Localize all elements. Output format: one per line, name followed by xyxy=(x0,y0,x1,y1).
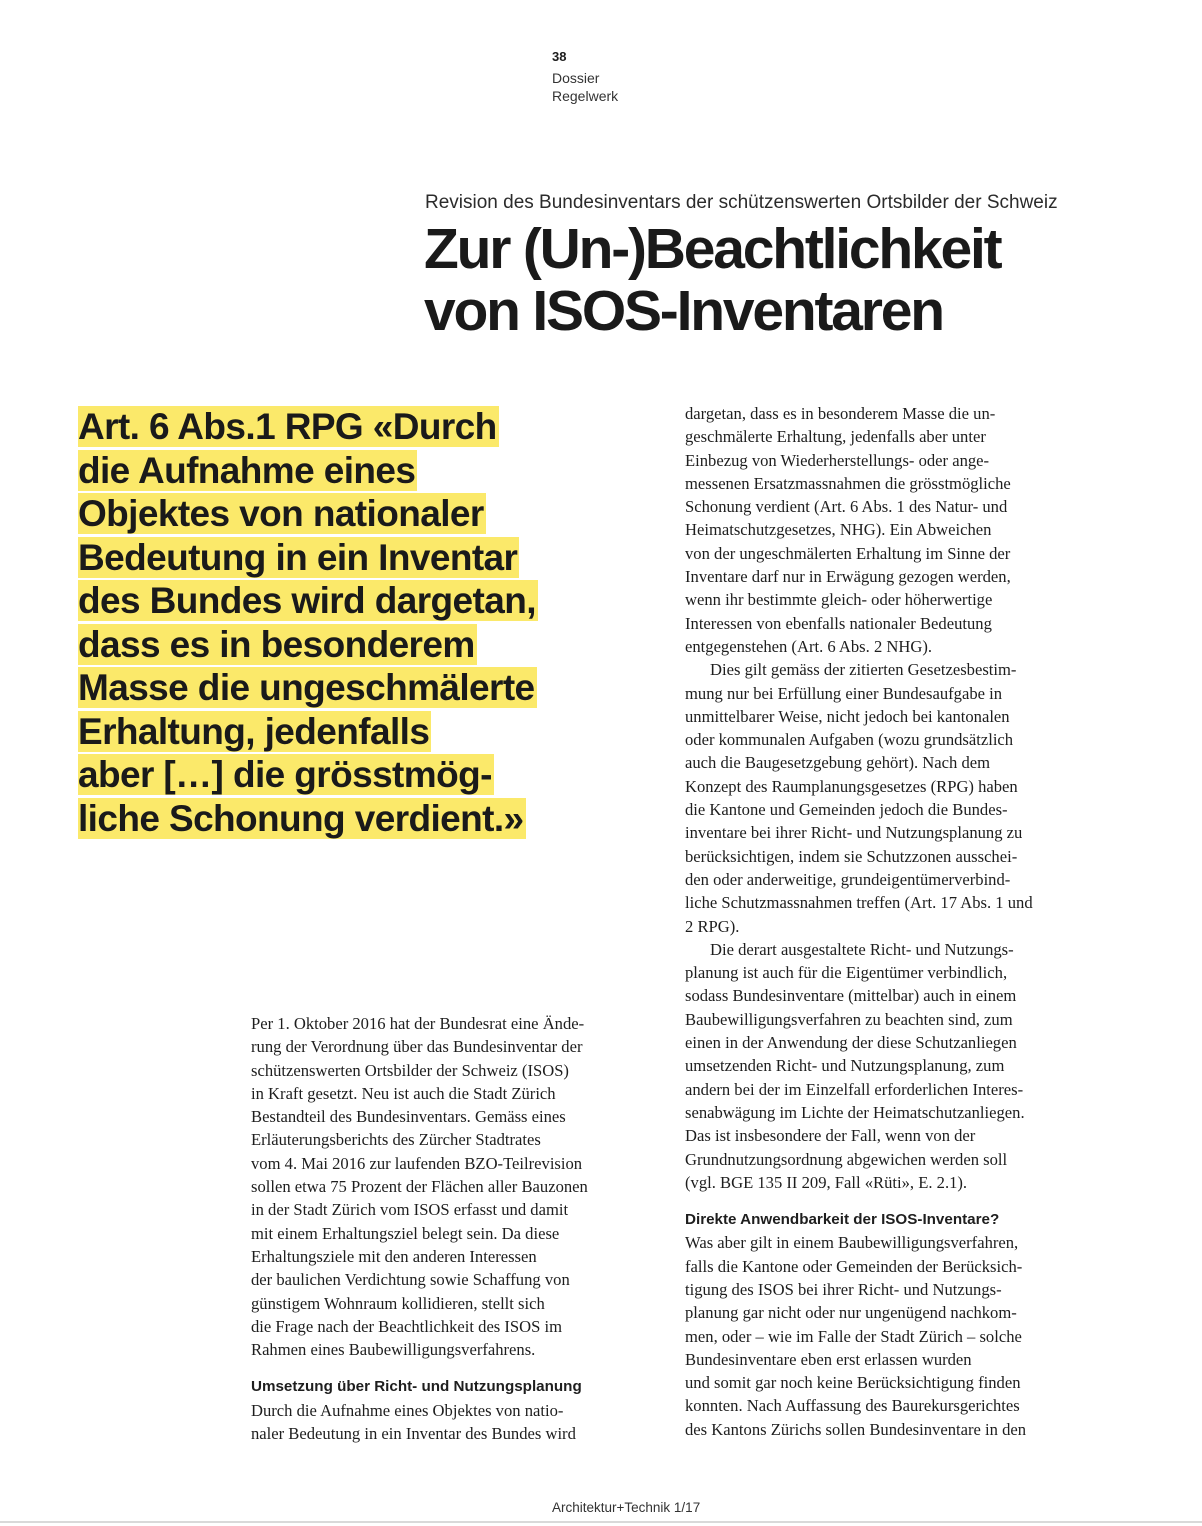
text-line: Was aber gilt in einem Baubewilligungsverfahren, xyxy=(685,1233,1019,1253)
text-line: Heimatschutzgesetzes, NHG). Ein Abweichen xyxy=(685,520,992,540)
text-line: Dies gilt gemäss der zitierten Gesetzesbestim- xyxy=(710,660,1017,680)
text-line: planung ist auch für die Eigentümer verbindlich, xyxy=(685,963,1008,983)
text-line: Schonung verdient (Art. 6 Abs. 1 des Natur- und xyxy=(685,497,1008,517)
section-heading: Umsetzung über Richt- und Nutzungsplanung xyxy=(251,1378,582,1396)
text-line: mung nur bei Erfüllung einer Bundesaufgabe in xyxy=(685,683,1003,703)
text-line: senabwägung im Lichte der Heimatschutzanliegen. xyxy=(685,1102,1025,1122)
text-line: in Kraft gesetzt. Neu ist auch die Stadt Zürich xyxy=(251,1083,556,1103)
text-line: der baulichen Verdichtung sowie Schaffung von xyxy=(251,1270,570,1290)
text-line: unmittelbarer Weise, nicht jedoch bei kantonalen xyxy=(685,706,1010,726)
text-line: Die derart ausgestaltete Richt- und Nutzungs- xyxy=(710,939,1014,959)
text-line: naler Bedeutung in ein Inventar des Bundes wird xyxy=(251,1424,576,1444)
text-line: Inventare darf nur in Erwägung gezogen werden, xyxy=(685,567,1011,587)
quote-line: die Aufnahme eines xyxy=(78,449,416,491)
quote-line: Art. 6 Abs.1 RPG «Durch xyxy=(78,406,497,447)
article-title xyxy=(424,218,1000,342)
text-line: Erläuterungsberichts des Zürcher Stadtrates xyxy=(251,1130,541,1150)
text-line: schützenswerten Ortsbilder der Schweiz (ISOS) xyxy=(251,1060,569,1080)
paragraph xyxy=(685,402,1105,658)
footer-publication: Architektur+Technik 1/17 xyxy=(552,1500,701,1515)
paragraph xyxy=(685,938,1105,1194)
quote-line: Erhaltung, jedenfalls xyxy=(78,710,430,752)
text-line: (vgl. BGE 135 II 209, Fall «Rüti», E. 2.1). xyxy=(685,1172,968,1192)
text-line: Einbezug von Wiederherstellungs- oder ange- xyxy=(685,450,990,470)
quote-line: des Bundes wird dargetan, xyxy=(78,580,536,621)
paragraph xyxy=(685,1231,1105,1441)
text-line: andern bei der im Einzelfall erforderlichen Interes- xyxy=(685,1079,1024,1099)
quote-line: liche Schonung verdient.» xyxy=(78,797,524,839)
text-line: Erhaltungsziele mit den anderen Interessen xyxy=(251,1246,537,1266)
title-line: von ISOS-Inventaren xyxy=(424,279,943,343)
left-column xyxy=(251,1012,661,1445)
text-line: Durch die Aufnahme eines Objektes von natio- xyxy=(251,1400,564,1420)
text-line: oder kommunalen Aufgaben (wozu grundsätzlich xyxy=(685,730,1014,750)
text-line: Interessen von ebenfalls nationaler Bedeutung xyxy=(685,613,992,633)
text-line: in der Stadt Zürich vom ISOS erfasst und damit xyxy=(251,1200,569,1220)
paragraph xyxy=(685,658,1105,938)
text-line: den oder anderweitige, grundeigentümerverbind- xyxy=(685,869,1011,889)
text-line: Baubewilligungsverfahren zu beachten sind, zum xyxy=(685,1009,1013,1029)
text-line: berücksichtigen, indem sie Schutzzonen ausschei- xyxy=(685,846,1018,866)
text-line: und somit gar noch keine Berücksichtigung finden xyxy=(685,1373,1021,1393)
text-line: messenen Ersatzmassnahmen die grösstmögliche xyxy=(685,473,1011,493)
text-line: einen in der Anwendung der diese Schutzanliegen xyxy=(685,1033,1017,1053)
article-kicker: Revision des Bundesinventars der schützenswerten Ortsbilder der Schweiz xyxy=(425,192,1058,213)
text-line: men, oder – wie im Falle der Stadt Zürich – solche xyxy=(685,1326,1022,1346)
text-line: mit einem Erhaltungsziel belegt sein. Da diese xyxy=(251,1223,560,1243)
quote-line: Objektes von nationaler xyxy=(78,493,484,534)
page-number: 38 xyxy=(552,49,567,64)
quote-line: Masse die ungeschmälerte xyxy=(78,667,535,708)
text-line: falls die Kantone oder Gemeinden der Berücksich- xyxy=(685,1256,1023,1276)
section-heading: Direkte Anwendbarkeit der ISOS-Inventare? xyxy=(685,1211,1000,1229)
section-label: Dossier xyxy=(552,70,600,86)
text-line: Rahmen eines Baubewilligungsverfahrens. xyxy=(251,1340,536,1360)
text-line: Grundnutzungsordnung abgewichen werden soll xyxy=(685,1149,1008,1169)
text-line: entgegenstehen (Art. 6 Abs. 2 NHG). xyxy=(685,636,933,656)
text-line: konnten. Nach Auffassung des Baurekursgerichtes xyxy=(685,1396,1020,1416)
pull-quote xyxy=(78,405,668,840)
text-line: sodass Bundesinventare (mittelbar) auch in einem xyxy=(685,986,1017,1006)
quote-line: Bedeutung in ein Inventar xyxy=(78,536,518,578)
text-line: tigung des ISOS bei ihrer Richt- und Nutzungs- xyxy=(685,1279,1002,1299)
text-line: dargetan, dass es in besonderem Masse die un- xyxy=(685,404,996,423)
text-line: Bundesinventare eben erst erlassen wurden xyxy=(685,1349,972,1369)
text-line: rung der Verordnung über das Bundesinventar der xyxy=(251,1037,583,1057)
text-line: geschmälerte Erhaltung, jedenfalls aber unter xyxy=(685,427,986,447)
quote-line: dass es in besonderem xyxy=(78,623,475,665)
right-column xyxy=(685,402,1105,1441)
text-line: Per 1. Oktober 2016 hat der Bundesrat eine Ände- xyxy=(251,1014,585,1033)
text-line: sollen etwa 75 Prozent der Flächen aller Bauzonen xyxy=(251,1177,588,1197)
text-line: die Frage nach der Beachtlichkeit des ISOS im xyxy=(251,1316,563,1336)
text-line: Das ist insbesondere der Fall, wenn von der xyxy=(685,1126,976,1146)
text-line: günstigem Wohnraum kollidieren, stellt sich xyxy=(251,1293,545,1313)
text-line: die Kantone und Gemeinden jedoch die Bundes- xyxy=(685,800,1008,820)
text-line: Bestandteil des Bundesinventars. Gemäss eines xyxy=(251,1107,566,1127)
text-line: auch die Baugesetzgebung gehört). Nach dem xyxy=(685,753,991,773)
text-line: des Kantons Zürichs sollen Bundesinventare in den xyxy=(685,1419,1027,1439)
quote-line: aber […] die grösstmög- xyxy=(78,754,492,795)
subsection-label: Regelwerk xyxy=(552,88,619,104)
text-line: umsetzenden Richt- und Nutzungsplanung, zum xyxy=(685,1056,1005,1076)
text-line: 2 RPG). xyxy=(685,916,740,936)
text-line: Konzept des Raumplanungsgesetzes (RPG) haben xyxy=(685,776,1018,796)
text-line: liche Schutzmassnahmen treffen (Art. 17 Abs. 1 und xyxy=(685,893,1033,913)
section-paragraph xyxy=(251,1399,661,1446)
bottom-rule xyxy=(0,1521,1202,1523)
text-line: planung gar nicht oder nur ungenügend nachkom- xyxy=(685,1303,1017,1323)
title-line: Zur (Un-)Beachtlichkeit xyxy=(424,217,1001,281)
text-line: wenn ihr bestimmte gleich- oder höherwertige xyxy=(685,590,993,610)
text-line: inventare bei ihrer Richt- und Nutzungsplanung zu xyxy=(685,823,1023,843)
text-line: vom 4. Mai 2016 zur laufenden BZO-Teilrevision xyxy=(251,1153,583,1173)
text-line: von der ungeschmälerten Erhaltung im Sinne der xyxy=(685,543,1011,563)
intro-paragraph xyxy=(251,1012,661,1361)
